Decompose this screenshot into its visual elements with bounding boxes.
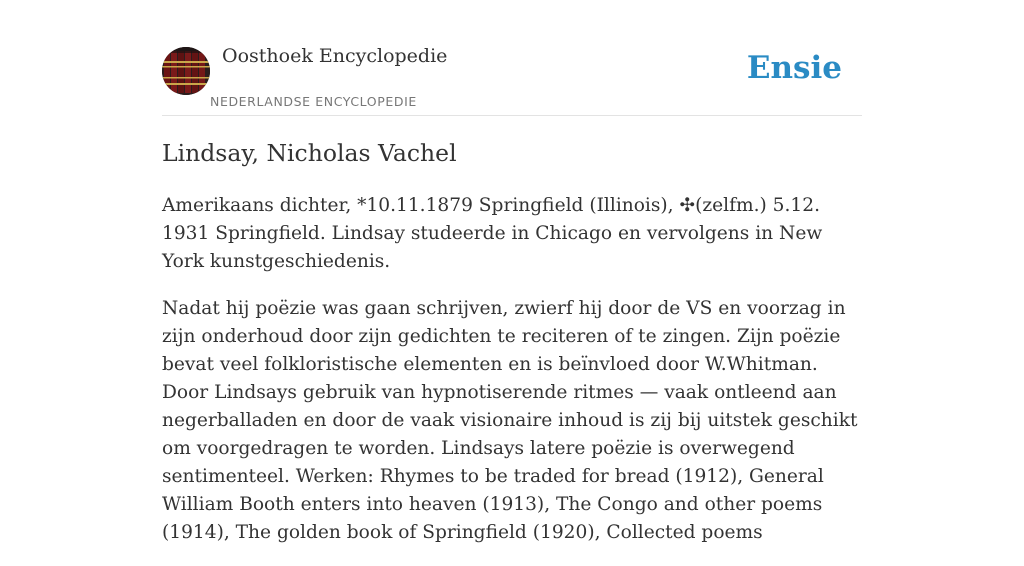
source-subtitle: NEDERLANDSE ENCYCLOPEDIE	[210, 94, 417, 109]
encyclopedia-books-icon[interactable]	[162, 47, 210, 95]
article-body	[162, 192, 864, 566]
source-title[interactable]: Oosthoek Encyclopedie	[222, 45, 448, 67]
brand-logo[interactable]: Ensie	[746, 50, 842, 86]
article-title: Lindsay, Nicholas Vachel	[162, 139, 457, 167]
article-paragraph: Nadat hij poëzie was gaan schrijven, zwierf hij door de VS en voorzag in zijn onderhoud door zijn gedichten te reciteren of te zingen. Zijn poëzie bevat veel folkloristische elementen en is beïnvloed door W.Whitman. Door Lindsays gebruik van hypnotiserende ritmes — vaak ontleend aan negerballaden en door de vaak visionaire inhoud is zij bij uitstek geschikt om voorgedragen te worden. Lindsays latere poëzie is overwegend sentimenteel. Werken: Rhymes to be traded for bread (1912), General William Booth enters into heaven (1913), The Congo and other poems (1914), The golden book of Springfield (1920), Collected poems	[162, 298, 858, 543]
site-header	[162, 0, 862, 116]
article-paragraph: Amerikaans dichter, *10.11.1879 Springfield (Illinois), ✣(zelfm.) 5.12. 1931 Springfield. Lindsay studeerde in Chicago en vervolgens in New York kunstgeschiedenis.	[162, 195, 823, 272]
article-page	[162, 0, 862, 543]
